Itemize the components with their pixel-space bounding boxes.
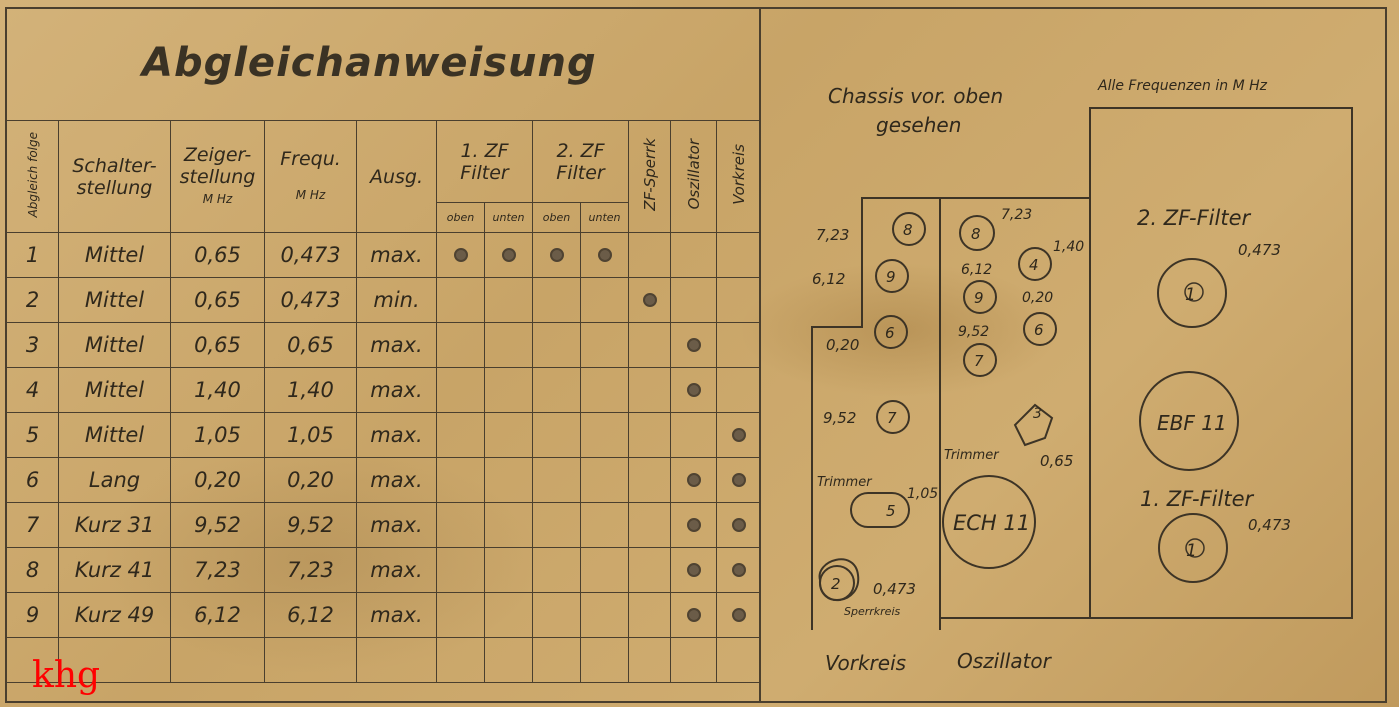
vorkreis-trimmer-5 (851, 493, 909, 527)
cell-output: min. (357, 278, 437, 323)
cell-step: 9 (7, 593, 59, 638)
chassis-label-2: gesehen (876, 113, 962, 137)
zf2-one: 1 (1185, 285, 1196, 305)
header-freq: Frequ. M Hz (265, 121, 357, 233)
cell-pointer: 7,23 (171, 548, 265, 593)
cell-pointer: 9,52 (171, 503, 265, 548)
v-freq-9: 6,12 (812, 270, 846, 288)
header-step: Abgleich folge (7, 121, 59, 233)
cell-switch: Kurz 31 (59, 503, 171, 548)
o-num-9: 9 (974, 289, 984, 307)
sperrkreis-label: Sperrkreis (844, 605, 901, 618)
cell-pointer: 1,05 (171, 413, 265, 458)
cell-output: max. (357, 233, 437, 278)
header-oszillator: Oszillator (671, 121, 717, 233)
o-num-8: 8 (971, 225, 981, 243)
cell-freq: 0,473 (265, 278, 357, 323)
cell-step: 7 (7, 503, 59, 548)
cell-pointer: 0,65 (171, 278, 265, 323)
cell-step: 8 (7, 548, 59, 593)
zf1-one: 1 (1186, 541, 1197, 561)
chassis-label-1: Chassis vor. oben (828, 84, 1004, 108)
header-zf1-oben: oben (437, 203, 485, 233)
freq-note: Alle Frequenzen in M Hz (1098, 78, 1267, 94)
cell-step: 5 (7, 413, 59, 458)
v-num-5: 5 (886, 502, 896, 520)
cell-switch: Mittel (59, 368, 171, 413)
o-freq-4: 1,40 (1053, 239, 1085, 255)
cell-freq: 6,12 (265, 593, 357, 638)
o-num-3: 3 (1033, 406, 1042, 422)
header-zf2: 2. ZF Filter (533, 121, 629, 203)
zf1-filter-label: 1. ZF-Filter (1140, 487, 1254, 511)
cell-pointer: 0,65 (171, 233, 265, 278)
v-freq-2: 0,473 (873, 580, 916, 598)
ebf-label: EBF 11 (1157, 411, 1227, 435)
o-freq-3: 0,65 (1040, 452, 1074, 470)
page-title: Abgleichanweisung (142, 40, 597, 86)
zf2-filter-label: 2. ZF-Filter (1137, 206, 1251, 230)
cell-output: max. (357, 413, 437, 458)
v-num-7: 7 (887, 409, 897, 427)
cell-freq: 9,52 (265, 503, 357, 548)
oszillator-label: Oszillator (957, 649, 1051, 673)
cell-output: max. (357, 503, 437, 548)
cell-freq: 7,23 (265, 548, 357, 593)
cell-pointer: 0,65 (171, 323, 265, 368)
cell-freq: 0,473 (265, 233, 357, 278)
zf1-freq: 0,473 (1248, 516, 1291, 534)
trimmer-right-label: Trimmer (944, 448, 999, 463)
cell-step: 4 (7, 368, 59, 413)
cell-step: 2 (7, 278, 59, 323)
v-num-6: 6 (885, 324, 895, 342)
v-num-9: 9 (886, 268, 896, 286)
v-num-8: 8 (903, 221, 913, 239)
zf2-freq: 0,473 (1238, 241, 1281, 259)
cell-switch: Mittel (59, 413, 171, 458)
trimmer-left-label: Trimmer (817, 475, 872, 490)
header-pointer: Zeiger- stellung M Hz (171, 121, 265, 233)
header-zf2-unten: unten (581, 203, 629, 233)
o-num-7: 7 (974, 352, 984, 370)
cell-step: 1 (7, 233, 59, 278)
cell-pointer: 0,20 (171, 458, 265, 503)
header-zf1-unten: unten (485, 203, 533, 233)
cell-switch: Mittel (59, 323, 171, 368)
o-num-4: 4 (1029, 256, 1039, 274)
cell-pointer: 6,12 (171, 593, 265, 638)
watermark: khg (32, 655, 101, 696)
cell-freq: 1,05 (265, 413, 357, 458)
chassis-outline (812, 108, 1352, 630)
v-freq-7: 9,52 (823, 409, 857, 427)
cell-output: max. (357, 548, 437, 593)
ech-label: ECH 11 (953, 511, 1031, 535)
header-output: Ausg. (357, 121, 437, 233)
cell-output: max. (357, 458, 437, 503)
v-freq-8: 7,23 (816, 226, 850, 244)
cell-freq: 0,65 (265, 323, 357, 368)
header-switch: Schalter- stellung (59, 121, 171, 233)
cell-switch: Mittel (59, 233, 171, 278)
cell-switch: Mittel (59, 278, 171, 323)
header-zf2-oben: oben (533, 203, 581, 233)
header-vorkreis: Vorkreis (717, 121, 761, 233)
cell-output: max. (357, 593, 437, 638)
o-freq-020: 0,20 (1022, 290, 1054, 306)
o-freq-6: 9,52 (958, 324, 990, 340)
cell-freq: 0,20 (265, 458, 357, 503)
vorkreis-label: Vorkreis (825, 651, 907, 675)
o-freq-8: 7,23 (1001, 207, 1033, 223)
v-num-2: 2 (831, 575, 841, 593)
o-freq-9: 6,12 (961, 262, 993, 278)
header-zf1: 1. ZF Filter (437, 121, 533, 203)
cell-switch: Lang (59, 458, 171, 503)
cell-output: max. (357, 323, 437, 368)
cell-output: max. (357, 368, 437, 413)
v-freq-6: 0,20 (826, 336, 860, 354)
cell-freq: 1,40 (265, 368, 357, 413)
o-num-6: 6 (1034, 321, 1044, 339)
header-zf-sperrk: ZF-Sperrk (629, 121, 671, 233)
v-freq-5: 1,05 (907, 486, 939, 502)
cell-switch: Kurz 49 (59, 593, 171, 638)
cell-pointer: 1,40 (171, 368, 265, 413)
cell-step: 6 (7, 458, 59, 503)
cell-step: 3 (7, 323, 59, 368)
cell-switch: Kurz 41 (59, 548, 171, 593)
